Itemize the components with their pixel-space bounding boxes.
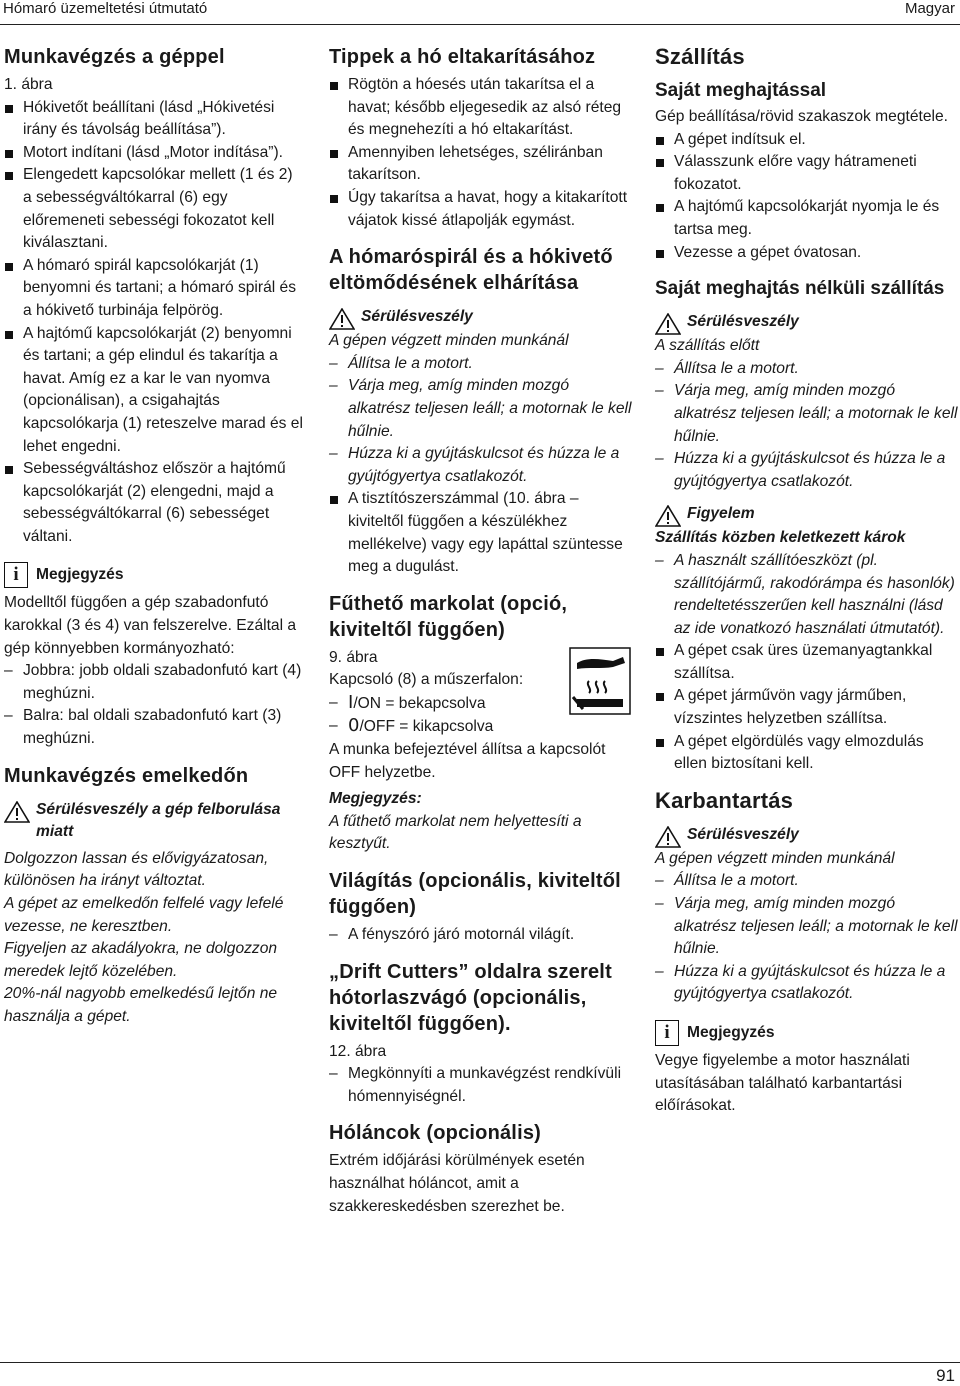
warning-intro: A szállítás előtt: [655, 337, 760, 355]
column-1: [4, 44, 304, 1029]
info-icon: i: [655, 1020, 679, 1046]
dash-item: – A fényszóró járó motornál világít.: [329, 924, 633, 947]
warning-label: Sérülésveszély: [687, 313, 799, 331]
heated-grip-block: [329, 647, 633, 739]
section-title: „Drift Cutters” oldalra szerelt hótorlaszvágó (opcionális, kiviteltől függően).: [329, 960, 612, 1035]
note-label: Megjegyzés:: [329, 790, 422, 808]
page-number: 91: [936, 1366, 955, 1385]
warning-block: [655, 824, 958, 848]
warning-label: Sérülésveszély: [361, 308, 473, 326]
paragraph: Gép beállítása/rövid szakaszok megtétele.: [655, 108, 948, 125]
dash-item: – Állítsa le a motort.: [329, 353, 633, 376]
on-symbol: I: [348, 691, 354, 713]
dash-item: – Húzza ki a gyújtáskulcsot és húzza le a gyújtógyertya csatlakozót.: [655, 448, 958, 493]
list-item: A hajtómű kapcsolókarját (2) benyomni és tartani; a gép elindul és takarítja a havat. Amíg ez a kar le van nyomva (opcionálisan), a csigahajtás kapcsolókarja (1) reteszelve marad és el lehet engedni.: [4, 323, 304, 459]
warning-block: [655, 311, 958, 335]
warning-label: Sérülésveszély: [687, 825, 799, 843]
off-label: /OFF = kikapcsolva: [359, 718, 494, 736]
warning-triangle-icon: [655, 826, 681, 848]
warning-triangle-icon: [329, 308, 355, 330]
warning-text: Figyeljen az akadályokra, ne dolgozzon meredek lejtő közelében.: [4, 940, 278, 980]
info-icon: i: [4, 562, 28, 588]
warning-text: 20%-nál nagyobb emelkedésű lejtőn ne használja a gépet.: [4, 985, 278, 1025]
list-item: Válasszunk előre vagy hátrameneti fokozatot.: [655, 151, 958, 196]
warning-text: Dolgozzon lassan és elővigyázatosan, különösen ha irányt változtat.: [4, 849, 269, 890]
dash-item: – A használt szállítóeszközt (pl. szállítójármű, rakodórámpa és hasonlók) rendeltetésszerűen kell használni (lásd az ide vonatkozó használati útmutatót).: [655, 550, 958, 640]
section-title: Munkavégzés emelkedőn: [4, 764, 249, 787]
switch-line: Kapcsoló (8) a műszerfalon:: [329, 671, 524, 689]
attention-label: Figyelem: [687, 505, 755, 523]
list-item: A tisztítószerszámmal (10. ábra – kiviteltől függően a készülékhez mellékelve) vagy egy lapáttal szüntesse meg a dugulást.: [329, 488, 633, 578]
subsection-title: Saját meghajtás nélküli szállítás: [655, 278, 945, 300]
paragraph: Extrém időjárási körülmények esetén használhat hóláncot, amit a szakkereskedésben szerezhet be.: [329, 1152, 585, 1215]
section-title: Hóláncok (opcionális): [329, 1122, 542, 1145]
off-symbol: 0: [348, 715, 360, 737]
dash-item: – Balra: bal oldali szabadonfutó kart (3) meghúzni.: [4, 705, 304, 750]
dash-item: – Várja meg, amíg minden mozgó alkatrész teljesen leáll; a motornak le kell hűlnie.: [329, 375, 633, 443]
footer-rule: [0, 1362, 960, 1363]
note-text: Vegye figyelembe a motor használati utasításában található karbantartási előírásokat.: [655, 1052, 910, 1115]
warning-triangle-icon: [4, 801, 30, 823]
dash-item: – Húzza ki a gyújtáskulcsot és húzza le a gyújtógyertya csatlakozót.: [329, 443, 633, 488]
warning-triangle-icon: [655, 313, 681, 335]
list-item: Motort indítani (lásd „Motor indítása”).: [4, 142, 304, 165]
section-title: Fűthető markolat (opció, kiviteltől függően): [329, 592, 568, 641]
dash-item: – Várja meg, amíg minden mozgó alkatrész teljesen leáll; a motornak le kell hűlnie.: [655, 893, 958, 961]
list-item: Hókivetőt beállítani (lásd „Hókivetési irány és távolság beállítása”).: [4, 97, 304, 142]
warning-label: Sérülésveszély a gép felborulása miatt: [36, 800, 281, 841]
section-title: A hómaróspirál és a hókivető eltömődésének elhárítása: [329, 246, 613, 295]
list-item: A gépet járművön vagy járműben, vízszintes helyzetben szállítsa.: [655, 685, 958, 730]
list-item: Elengedett kapcsolókar mellett (1 és 2) a sebességváltókarral (6) egy előremeneti sebességi fokozatot kell kiválasztani.: [4, 164, 304, 254]
list-item: A gépet csak üres üzemanyagtankkal szállítsa.: [655, 640, 958, 685]
list-item: Rögtön a hóesés után takarítsa el a havat; később eljegesedik az alsó réteg és megnehezíti a hó eltakarítást.: [329, 74, 633, 142]
section-title: Szállítás: [655, 44, 745, 69]
note-text: Modelltől függően a gép szabadonfutó karokkal (3 és 4) van felszerelve. Ezáltal a gép könnyebben kormányozható:: [4, 594, 297, 657]
warning-triangle-icon: [655, 505, 681, 527]
subsection-title: Saját meghajtással: [655, 80, 827, 101]
figure-ref: 1. ábra: [4, 76, 53, 93]
list-item: Úgy takarítsa a havat, hogy a kitakarított vájatok kissé átlapolják egymást.: [329, 187, 633, 232]
list-item: Sebességváltáshoz először a hajtómű kapcsolókarját (2) elengedni, majd a sebességváltókarral (6) sebességet váltani.: [4, 458, 304, 548]
list-item: Vezesse a gépet óvatosan.: [655, 242, 958, 265]
section-title: Karbantartás: [655, 787, 794, 813]
figure-ref: 12. ábra: [329, 1042, 387, 1060]
section-title: Munkavégzés a géppel: [4, 46, 225, 68]
note-block: [4, 562, 304, 588]
column-3: [655, 44, 958, 1118]
attention-block: [655, 503, 958, 527]
attention-subtitle: Szállítás közben keletkezett károk: [655, 529, 906, 547]
header-title: Hómaró üzemeltetési útmutató: [3, 0, 208, 17]
list-item: A gépet elgördülés vagy elmozdulás ellen biztosítani kell.: [655, 731, 958, 776]
paragraph: A munka befejeztével állítsa a kapcsolót OFF helyzetbe.: [329, 741, 606, 781]
header-language: Magyar: [904, 0, 955, 17]
on-label: /ON = bekapcsolva: [353, 694, 486, 712]
figure-ref: 9. ábra: [329, 648, 378, 666]
dash-item: – Állítsa le a motort.: [655, 358, 958, 381]
dash-item: – Várja meg, amíg minden mozgó alkatrész teljesen leáll; a motornak le kell hűlnie.: [655, 380, 958, 448]
dash-item: – Megkönnyíti a munkavégzést rendkívüli hómennyiségnél.: [329, 1063, 633, 1108]
note-label: Megjegyzés: [36, 566, 124, 584]
list-item: A gépet indítsuk el.: [655, 129, 958, 152]
list-item: A hajtómű kapcsolókarját nyomja le és tartsa meg.: [655, 196, 958, 241]
warning-block: [329, 306, 633, 330]
section-title: Tippek a hó eltakarításához: [329, 46, 596, 68]
section-title: Világítás (opcionális, kiviteltől függően): [329, 870, 621, 919]
note-text: A fűthető markolat nem helyettesíti a kesztyűt.: [329, 812, 582, 853]
switch-on: [329, 692, 633, 716]
note-label: Megjegyzés: [687, 1023, 775, 1041]
list-item: Amennyiben lehetséges, széliránban takarítson.: [329, 142, 633, 187]
header-rule: [0, 24, 960, 25]
warning-block: [4, 799, 304, 844]
switch-off: [329, 715, 633, 739]
warning-text: A gépet az emelkedőn felfelé vagy lefelé vezesse, ne keresztben.: [4, 895, 284, 935]
dash-item: – Jobbra: jobb oldali szabadonfutó kart (4) meghúzni.: [4, 660, 304, 705]
note-block: [655, 1020, 958, 1046]
dash-item: – Húzza ki a gyújtáskulcsot és húzza le a gyújtógyertya csatlakozót.: [655, 961, 958, 1006]
warning-intro: A gépen végzett minden munkánál: [329, 332, 569, 350]
column-2: [329, 44, 633, 1218]
warning-intro: A gépen végzett minden munkánál: [655, 849, 895, 867]
dash-item: – Állítsa le a motort.: [655, 870, 958, 893]
list-item: A hómaró spirál kapcsolókarját (1) benyomni és tartani; a hómaró spirál és a hókivető turbinája felpörög.: [4, 255, 304, 323]
page-header: [0, 0, 960, 22]
